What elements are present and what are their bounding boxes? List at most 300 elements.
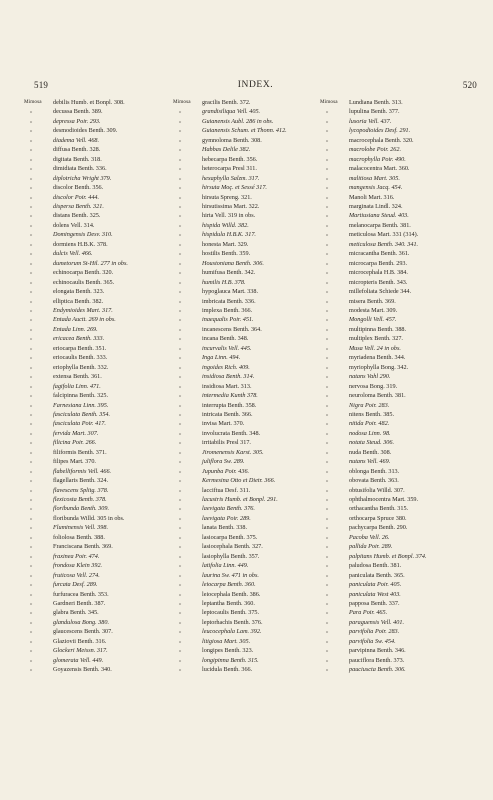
- entry-text: insidiosa Benth. 314.: [202, 373, 255, 381]
- entry-text: fraxinea Poir. 474.: [53, 552, 100, 560]
- ditto-mark: „: [326, 335, 329, 342]
- entry-text: hirsuta Moç. et Sessé 317.: [202, 184, 267, 192]
- ditto-mark: „: [30, 533, 33, 540]
- index-entry: [320, 391, 480, 400]
- entry-text: Goyazensis Benth. 340.: [53, 666, 112, 674]
- ditto-mark: „: [179, 127, 182, 134]
- ditto-mark: „: [30, 344, 33, 351]
- ditto-mark: „: [179, 562, 182, 569]
- entry-text: hostilis Benth. 359.: [202, 250, 251, 258]
- entry-text: Jiromenensis Karst. 305.: [202, 448, 264, 456]
- index-entry: [24, 363, 172, 372]
- ditto-mark: „: [326, 448, 329, 455]
- entry-text: falcipinna Benth. 325.: [53, 392, 108, 400]
- ditto-mark: „: [326, 193, 329, 200]
- index-entry: [173, 533, 321, 542]
- ditto-mark: „: [179, 600, 182, 607]
- ditto-mark: „: [30, 486, 33, 493]
- entry-text: heterocarpa Presl 311.: [202, 165, 257, 173]
- ditto-mark: „: [179, 108, 182, 115]
- ditto-mark: „: [179, 514, 182, 521]
- entry-text: Kermesina Otto et Dietr. 366.: [202, 477, 276, 485]
- index-entry: [173, 448, 321, 457]
- ditto-mark: „: [30, 439, 33, 446]
- entry-text: leiocarpa Benth. 360.: [202, 581, 256, 589]
- entry-text: Nigra Poir. 283.: [349, 401, 390, 409]
- index-entry: [320, 599, 480, 608]
- ditto-mark: „: [30, 458, 33, 465]
- index-entry: [24, 571, 172, 580]
- entry-text: furfuracea Benth. 353.: [53, 590, 109, 598]
- ditto-mark: „: [179, 165, 182, 172]
- index-entry: [320, 514, 480, 523]
- entry-text: papposa Benth. 337.: [349, 600, 400, 608]
- entry-text: lucidula Benth. 366.: [202, 666, 253, 674]
- ditto-mark: „: [179, 174, 182, 181]
- ditto-mark: „: [30, 382, 33, 389]
- entry-text: nutans Vell. 469.: [349, 458, 391, 466]
- index-entry: [173, 297, 321, 306]
- entry-text: leucocephala Lam. 392.: [202, 628, 262, 636]
- ditto-mark: „: [326, 581, 329, 588]
- index-entry: [320, 306, 480, 315]
- ditto-mark: „: [179, 136, 182, 143]
- ditto-mark: „: [30, 571, 33, 578]
- index-entry: [24, 486, 172, 495]
- entry-text: Martiusiana Steud. 403.: [349, 212, 409, 220]
- entry-text: glabra Benth. 345.: [53, 609, 99, 617]
- index-entry: [173, 552, 321, 561]
- entry-text: juliflora Sw. 289.: [202, 458, 245, 466]
- entry-text: Fluminensis Vell. 398.: [53, 524, 108, 532]
- index-entry: [24, 334, 172, 343]
- index-entry: [320, 656, 480, 665]
- ditto-mark: „: [326, 571, 329, 578]
- index-entry: [320, 183, 480, 192]
- index-entry: [173, 363, 321, 372]
- ditto-mark: „: [179, 117, 182, 124]
- ditto-mark: „: [179, 221, 182, 228]
- index-entry: [320, 561, 480, 570]
- index-entry: [24, 580, 172, 589]
- index-entry: [320, 571, 480, 580]
- ditto-mark: „: [179, 250, 182, 257]
- ditto-mark: „: [326, 590, 329, 597]
- index-entry: [173, 467, 321, 476]
- entry-text: Gardneri Benth. 387.: [53, 600, 106, 608]
- entry-text: imbricata Benth. 336.: [202, 297, 256, 305]
- ditto-mark: „: [179, 297, 182, 304]
- entry-text: paniculata Poir. 405.: [349, 581, 402, 589]
- entry-text: dimidiata Benth. 336.: [53, 165, 107, 173]
- entry-text: parvifolia Poir. 283.: [349, 628, 400, 636]
- index-entry: [24, 448, 172, 457]
- entry-text: Musa Vell. 24 in obs.: [349, 344, 401, 352]
- entry-text: paniculata Benth. 365.: [349, 571, 405, 579]
- ditto-mark: „: [326, 316, 329, 323]
- ditto-mark: „: [179, 533, 182, 540]
- entry-text: paludosa Benth. 381.: [349, 562, 402, 570]
- entry-text: multiplex Benth. 327.: [349, 335, 403, 343]
- entry-text: orthacantha Benth. 315.: [349, 505, 409, 513]
- entry-text: lasiocephala Benth. 327.: [202, 543, 263, 551]
- ditto-mark: „: [30, 401, 33, 408]
- page-title: INDEX.: [237, 80, 274, 90]
- index-entry: [173, 202, 321, 211]
- entry-text: nodosa Linn. 98.: [349, 429, 391, 437]
- entry-text: lacciftua Desf. 311.: [202, 486, 251, 494]
- index-entry: [24, 599, 172, 608]
- ditto-mark: „: [326, 231, 329, 238]
- ditto-mark: „: [326, 174, 329, 181]
- ditto-mark: „: [179, 155, 182, 162]
- entry-text: distans Benth. 325.: [53, 212, 101, 220]
- entry-text: Glaziovii Benth. 316.: [53, 637, 107, 645]
- index-entry: [173, 486, 321, 495]
- index-entry: [24, 193, 172, 202]
- ditto-mark: „: [30, 496, 33, 503]
- index-entry: [24, 372, 172, 381]
- index-entry: [24, 164, 172, 173]
- index-entry: [173, 372, 321, 381]
- entry-text: invisa Mart. 370.: [202, 420, 245, 428]
- index-entry: [24, 145, 172, 154]
- entry-text: Franciscana Benth. 369.: [53, 543, 113, 551]
- entry-text: incana Benth. 348.: [202, 335, 249, 343]
- index-entry: [320, 259, 480, 268]
- entry-text: Glockeri Meissn. 317.: [53, 647, 108, 655]
- entry-text: longipes Benth. 323.: [202, 647, 254, 655]
- ditto-mark: „: [30, 354, 33, 361]
- index-entry: [173, 230, 321, 239]
- entry-text: lupulina Benth. 377.: [349, 108, 400, 116]
- index-entry: [320, 410, 480, 419]
- index-entry: [173, 542, 321, 551]
- index-entry: [24, 306, 172, 315]
- ditto-mark: „: [179, 581, 182, 588]
- entry-text: depressa Poir. 293.: [53, 117, 101, 125]
- index-entry: [24, 656, 172, 665]
- ditto-mark: „: [179, 278, 182, 285]
- entry-text: Mongolli Vell. 457.: [349, 316, 397, 324]
- ditto-mark: „: [326, 155, 329, 162]
- index-entry: [320, 419, 480, 428]
- entry-text: multipinna Benth. 388.: [349, 325, 407, 333]
- index-entry: [24, 259, 172, 268]
- ditto-mark: „: [179, 401, 182, 408]
- ditto-mark: „: [326, 609, 329, 616]
- index-entry: [320, 193, 480, 202]
- ditto-mark: „: [326, 146, 329, 153]
- entry-text: floribunda Benth. 309.: [53, 505, 110, 513]
- ditto-mark: „: [179, 325, 182, 332]
- ditto-mark: „: [30, 628, 33, 635]
- index-entry: [24, 514, 172, 523]
- ditto-mark: „: [326, 401, 329, 408]
- ditto-mark: „: [326, 524, 329, 531]
- ditto-mark: „: [30, 448, 33, 455]
- entry-text: echinocaulis Benth. 365.: [53, 278, 115, 286]
- entry-text: implexa Benth. 366.: [202, 306, 253, 314]
- ditto-mark: „: [179, 363, 182, 370]
- index-entry: [320, 202, 480, 211]
- index-entry: [320, 221, 480, 230]
- ditto-mark: „: [179, 344, 182, 351]
- ditto-mark: „: [179, 571, 182, 578]
- entry-text: digitata Benth. 318.: [53, 155, 102, 163]
- index-entry: [320, 646, 480, 655]
- index-entry: [24, 126, 172, 135]
- index-entry: [320, 268, 480, 277]
- entry-text: neuroloma Benth. 381.: [349, 392, 406, 400]
- entry-text: floribunda Willd. 305 in obs.: [53, 514, 125, 522]
- ditto-mark: „: [30, 202, 33, 209]
- index-entry: [320, 136, 480, 145]
- ditto-mark: „: [30, 552, 33, 559]
- ditto-mark: „: [30, 212, 33, 219]
- entry-text: flavescens Splitg. 378.: [53, 486, 109, 494]
- entry-text: Jupunba Poir. 436.: [202, 467, 250, 475]
- index-entry: [24, 107, 172, 116]
- ditto-mark: „: [179, 609, 182, 616]
- entry-text: hispida Willd. 382.: [202, 221, 249, 229]
- index-entry: [320, 164, 480, 173]
- entry-text: incanescens Benth. 364.: [202, 325, 262, 333]
- index-entry: [173, 438, 321, 447]
- ditto-mark: „: [30, 250, 33, 257]
- index-entry: [320, 278, 480, 287]
- ditto-mark: „: [326, 514, 329, 521]
- index-entry: [320, 155, 480, 164]
- entry-text: involucrata Benth. 348.: [202, 429, 261, 437]
- index-entry: [173, 656, 321, 665]
- index-entry: [320, 344, 480, 353]
- index-entry: [24, 429, 172, 438]
- index-entry: [320, 618, 480, 627]
- entry-text: foliolosa Benth. 388.: [53, 533, 105, 541]
- index-entry: [320, 297, 480, 306]
- entry-text: honesta Mart. 329.: [202, 240, 249, 248]
- index-entry: [320, 486, 480, 495]
- ditto-mark: „: [179, 212, 182, 219]
- ditto-mark: „: [179, 477, 182, 484]
- entry-text: irritabilis Presl 317.: [202, 439, 251, 447]
- ditto-mark: „: [30, 259, 33, 266]
- ditto-mark: „: [179, 590, 182, 597]
- entry-text: macrolobe Poir. 262.: [349, 146, 402, 154]
- index-entry: [173, 457, 321, 466]
- index-entry: [173, 278, 321, 287]
- index-column-3: [320, 98, 480, 675]
- ditto-mark: „: [179, 429, 182, 436]
- ditto-mark: „: [326, 477, 329, 484]
- entry-text: inaequalis Poir. 451.: [202, 316, 254, 324]
- entry-text: mangensis Jacq. 454.: [349, 184, 403, 192]
- index-entry: [173, 665, 321, 674]
- index-entry: [24, 174, 172, 183]
- index-entry: [24, 221, 172, 230]
- ditto-mark: „: [30, 231, 33, 238]
- index-entry: [320, 315, 480, 324]
- ditto-mark: „: [179, 618, 182, 625]
- entry-text: pauciuscta Benth. 306.: [349, 666, 406, 674]
- entry-text: parvifolia Sw. 454.: [349, 637, 396, 645]
- ditto-mark: „: [326, 354, 329, 361]
- index-entry: [24, 183, 172, 192]
- entry-text: lacustris Humb. et Bonpl. 291.: [202, 496, 278, 504]
- index-entry: [173, 495, 321, 504]
- ditto-mark: „: [30, 467, 33, 474]
- ditto-mark: „: [326, 117, 329, 124]
- entry-text: glandulosa Bong. 380.: [53, 618, 110, 626]
- ditto-mark: „: [326, 552, 329, 559]
- index-entry: [24, 315, 172, 324]
- ditto-mark: „: [179, 202, 182, 209]
- ditto-mark: „: [179, 410, 182, 417]
- entry-text: intricata Benth. 366.: [202, 410, 253, 418]
- entry-text: humilis H.B. 378.: [202, 278, 246, 286]
- entry-text: diadema Vell. 468.: [53, 136, 100, 144]
- index-entry: [24, 523, 172, 532]
- ditto-mark: „: [30, 278, 33, 285]
- ditto-mark: „: [179, 335, 182, 342]
- ditto-mark: „: [30, 136, 33, 143]
- ditto-mark: „: [326, 306, 329, 313]
- index-entry: [173, 419, 321, 428]
- index-entry: [173, 401, 321, 410]
- ditto-mark: „: [326, 165, 329, 172]
- entry-text: macrophylla Poir. 490.: [349, 155, 406, 163]
- index-entry: [173, 504, 321, 513]
- ditto-mark: „: [326, 543, 329, 550]
- ditto-mark: „: [179, 373, 182, 380]
- index-entry: [173, 259, 321, 268]
- ditto-mark: „: [30, 600, 33, 607]
- index-entry: [173, 117, 321, 126]
- ditto-mark: „: [326, 458, 329, 465]
- index-entry: [24, 627, 172, 636]
- ditto-mark: „: [30, 524, 33, 531]
- index-entry: [24, 618, 172, 627]
- entry-text: Endymioides Mart. 317.: [53, 306, 113, 314]
- ditto-mark: „: [179, 496, 182, 503]
- ditto-mark: „: [326, 392, 329, 399]
- entry-text: discolor Poir. 444.: [53, 193, 100, 201]
- ditto-mark: „: [326, 600, 329, 607]
- index-entry: [173, 126, 321, 135]
- entry-text: Entada Linn. 269.: [53, 325, 98, 333]
- index-entry: [320, 401, 480, 410]
- index-entry: [320, 117, 480, 126]
- entry-text: incurvalis Vell. 445.: [202, 344, 252, 352]
- ditto-mark: „: [30, 618, 33, 625]
- index-entry: [320, 363, 480, 372]
- index-entry: [24, 155, 172, 164]
- right-page-number: 520: [462, 80, 477, 90]
- entry-text: diffusa Benth. 328.: [53, 146, 101, 154]
- ditto-mark: „: [30, 420, 33, 427]
- index-entry: [320, 542, 480, 551]
- ditto-mark: „: [326, 562, 329, 569]
- index-entry: [320, 457, 480, 466]
- ditto-mark: „: [326, 297, 329, 304]
- index-entry: [173, 249, 321, 258]
- entry-text: meticulosa Mart. 331 (314).: [349, 231, 419, 239]
- ditto-mark: „: [30, 647, 33, 654]
- index-entry: [24, 665, 172, 674]
- ditto-mark: „: [30, 240, 33, 247]
- entry-text: macrocephala Benth. 320.: [349, 136, 414, 144]
- entry-text: debilis Humb. et Bonpl. 308.: [53, 99, 125, 106]
- entry-text: elongata Benth. 323.: [53, 288, 105, 296]
- entry-text: micracantha Benth. 361.: [349, 250, 410, 258]
- entry-text: frondosa Klein 392.: [53, 562, 103, 570]
- entry-text: Manoli Mart. 316.: [349, 193, 395, 201]
- entry-text: marginata Lindl. 324.: [349, 202, 403, 210]
- index-entry: [173, 183, 321, 192]
- entry-text: filicina Poir. 266.: [53, 439, 97, 447]
- index-entry: [320, 98, 480, 107]
- index-entry: [320, 145, 480, 154]
- index-entry: [24, 457, 172, 466]
- index-entry: [173, 599, 321, 608]
- ditto-mark: „: [326, 505, 329, 512]
- entry-text: parvipinna Benth. 346.: [349, 647, 406, 655]
- genus-label: Mimosa: [173, 99, 191, 105]
- entry-text: dormiens H.B.K. 378.: [53, 240, 108, 248]
- ditto-mark: „: [326, 618, 329, 625]
- ditto-mark: „: [179, 269, 182, 276]
- ditto-mark: „: [179, 486, 182, 493]
- entry-text: fervida Mart. 307.: [53, 429, 99, 437]
- entry-text: dulcis Vell. 466.: [53, 250, 93, 258]
- index-entry: [24, 646, 172, 655]
- entry-text: nitens Benth. 385.: [349, 410, 395, 418]
- ditto-mark: „: [30, 184, 33, 191]
- index-entry: [173, 325, 321, 334]
- ditto-mark: „: [179, 392, 182, 399]
- entry-text: glaucescens Benth. 307.: [53, 628, 113, 636]
- index-entry: [173, 240, 321, 249]
- ditto-mark: „: [30, 392, 33, 399]
- entry-text: leptantha Benth. 360.: [202, 600, 255, 608]
- entry-text: hexaphylla Salzm. 317.: [202, 174, 260, 182]
- index-entry: [173, 334, 321, 343]
- ditto-mark: „: [326, 467, 329, 474]
- ditto-mark: „: [30, 127, 33, 134]
- entry-text: modesta Mart. 309.: [349, 306, 398, 314]
- index-entry: [24, 325, 172, 334]
- index-entry: [24, 438, 172, 447]
- ditto-mark: „: [179, 505, 182, 512]
- index-entry: [173, 344, 321, 353]
- entry-text: paniculata West 403.: [349, 590, 401, 598]
- index-entry: [320, 580, 480, 589]
- ditto-mark: „: [326, 637, 329, 644]
- index-entry: [173, 174, 321, 183]
- index-entry: [24, 230, 172, 239]
- index-entry: [173, 429, 321, 438]
- entry-text: nitida Poir. 482.: [349, 420, 390, 428]
- entry-text: Inga Linn. 494.: [202, 354, 241, 362]
- ditto-mark: „: [326, 382, 329, 389]
- ditto-mark: „: [179, 439, 182, 446]
- ditto-mark: „: [179, 240, 182, 247]
- index-entry: [24, 268, 172, 277]
- entry-text: lasiocarpa Benth. 375.: [202, 533, 258, 541]
- ditto-mark: „: [326, 439, 329, 446]
- index-entry: [320, 174, 480, 183]
